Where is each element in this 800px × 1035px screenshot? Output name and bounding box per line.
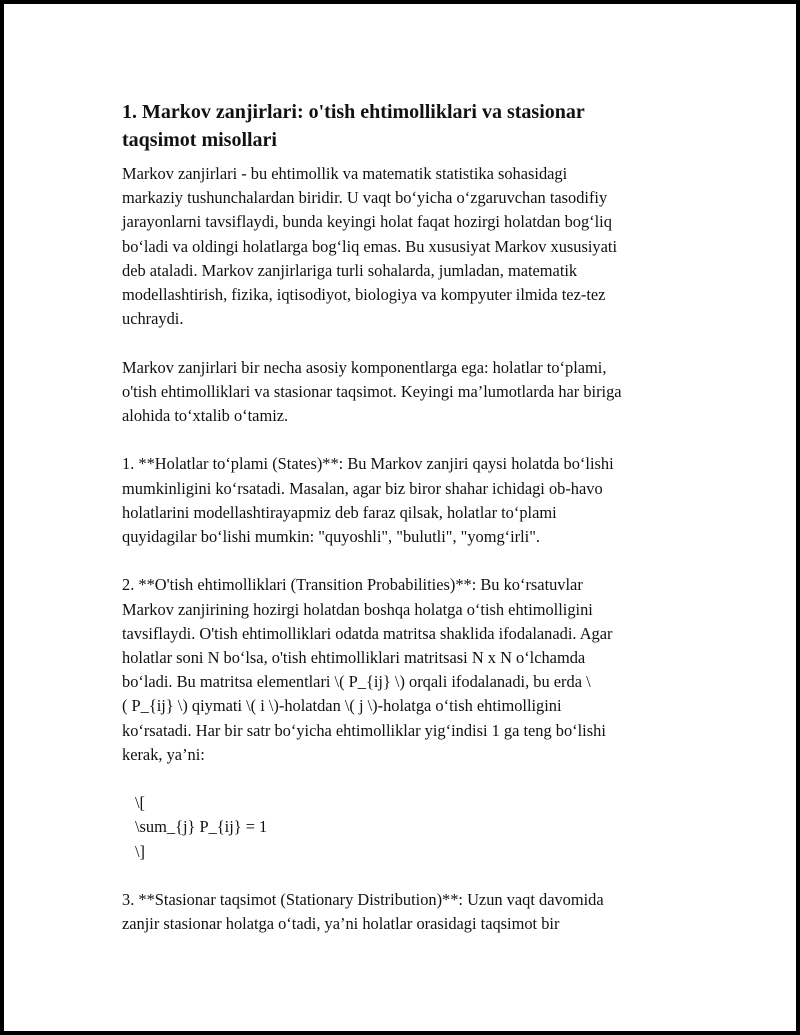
- text-line: jarayonlarni tavsiflaydi, bunda keyingi holat faqat hozirgi holatdan bog‘liq: [122, 212, 612, 232]
- document-content: [122, 98, 712, 936]
- text-line: ( P_{ij} \) qiymati \( i \)-holatdan \( j \)-holatga o‘tish ehtimolligini: [122, 696, 562, 716]
- text-line: bo‘ladi. Bu matritsa elementlari \( P_{ij} \) orqali ifodalanadi, bu erda \: [122, 672, 591, 692]
- paragraph-gap: [122, 428, 712, 452]
- text-line: kerak, ya’ni:: [122, 744, 205, 764]
- math-line: \sum_{j} P_{ij} = 1: [135, 817, 268, 837]
- text-line: 3. **Stasionar taqsimot (Stationary Distribution)**: Uzun vaqt davomida: [122, 890, 604, 910]
- math-line: \]: [135, 841, 146, 861]
- text-line: ko‘rsatadi. Har bir satr bo‘yicha ehtimolliklar yig‘indisi 1 ga teng bo‘lishi: [122, 720, 606, 740]
- paragraph-gap: [122, 549, 712, 573]
- text-line: bo‘ladi va oldingi holatlarga bog‘liq emas. Bu xususiyat Markov xususiyati: [122, 236, 617, 256]
- text-line: holatlarini modellashtirayapmiz deb faraz qilsak, holatlar to‘plami: [122, 502, 557, 522]
- text-line: 1. **Holatlar to‘plami (States)**: Bu Markov zanjiri qaysi holatda bo‘lishi: [122, 454, 614, 474]
- states-paragraph: [122, 452, 712, 549]
- math-line: \[: [135, 793, 146, 813]
- title-line: 1. Markov zanjirlari: o'tish ehtimolliklari va stasionar: [122, 101, 585, 123]
- text-line: modellashtirish, fizika, iqtisodiyot, biologiya va kompyuter ilmida tez-tez: [122, 285, 606, 305]
- text-line: zanjir stasionar holatga o‘tadi, ya’ni holatlar orasidagi taqsimot bir: [122, 914, 560, 934]
- text-line: holatlar soni N bo‘lsa, o'tish ehtimolliklari matritsasi N x N o‘lchamda: [122, 648, 586, 668]
- text-line: Markov zanjirining hozirgi holatdan boshqa holatga o‘tish ehtimolligini: [122, 599, 593, 619]
- section-title: [122, 98, 712, 154]
- text-line: tavsiflaydi. O'tish ehtimolliklari odatda matritsa shaklida ifodalanadi. Agar: [122, 623, 613, 643]
- text-line: markaziy tushunchalardan biridir. U vaqt bo‘yicha o‘zgaruvchan tasodifiy: [122, 188, 608, 208]
- text-line: mumkinligini ko‘rsatadi. Masalan, agar biz biror shahar ichidagi ob-havo: [122, 478, 603, 498]
- components-paragraph: [122, 356, 712, 429]
- transition-paragraph: [122, 573, 712, 767]
- text-line: deb ataladi. Markov zanjirlariga turli sohalarda, jumladan, matematik: [122, 260, 578, 280]
- title-line: taqsimot misollari: [122, 129, 277, 151]
- paragraph-gap: [122, 331, 712, 355]
- stationary-paragraph: [122, 888, 712, 936]
- text-line: uchraydi.: [122, 309, 184, 329]
- text-line: Markov zanjirlari bir necha asosiy komponentlarga ega: holatlar to‘plami,: [122, 357, 607, 377]
- text-line: o'tish ehtimolliklari va stasionar taqsimot. Keyingi ma’lumotlarda har biriga: [122, 381, 622, 401]
- paragraph-gap: [122, 864, 712, 888]
- paragraph-gap: [122, 767, 712, 791]
- text-line: quyidagilar bo‘lishi mumkin: "quyoshli", "bulutli", "yomg‘irli".: [122, 527, 541, 547]
- text-line: Markov zanjirlari - bu ehtimollik va matematik statistika sohasidagi: [122, 164, 568, 183]
- text-line: alohida to‘xtalib o‘tamiz.: [122, 406, 289, 426]
- math-block: [122, 791, 712, 864]
- intro-paragraph: [122, 162, 712, 331]
- text-line: 2. **O'tish ehtimolliklari (Transition Probabilities)**: Bu ko‘rsatuvlar: [122, 575, 583, 595]
